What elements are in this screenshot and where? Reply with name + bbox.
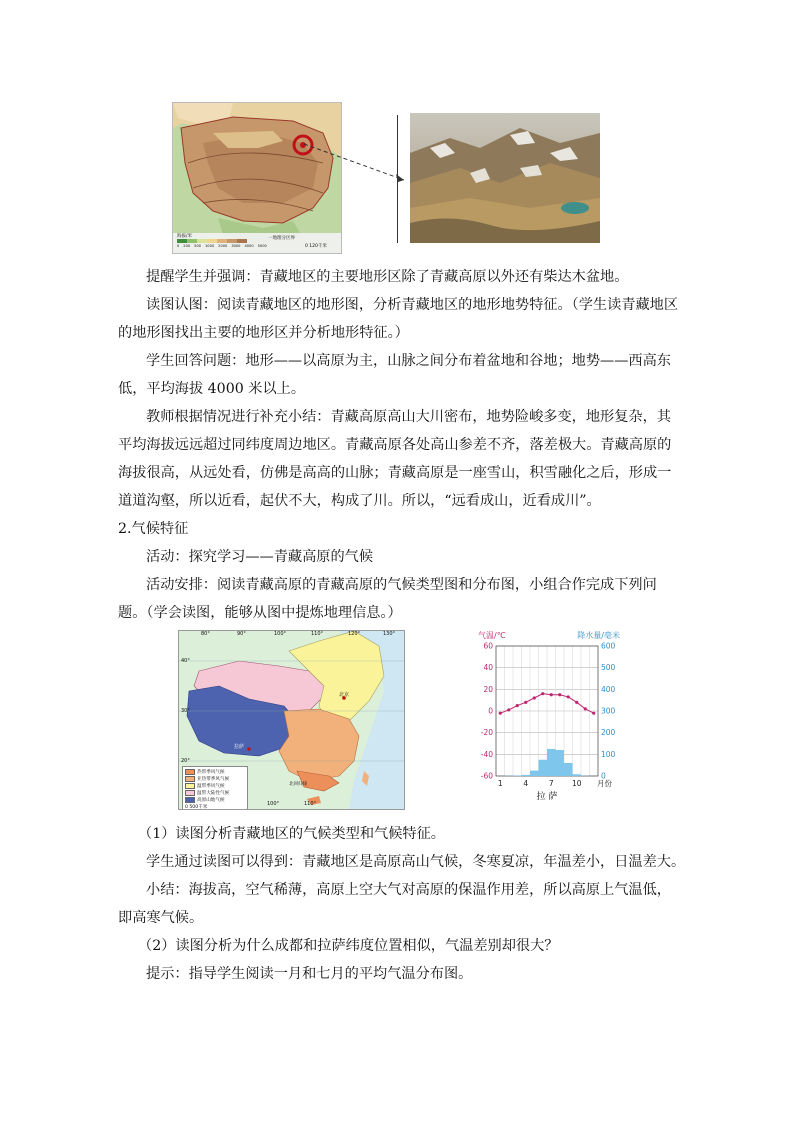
elevation-value: 5000 xyxy=(257,244,267,248)
city-label-beijing: 北京 xyxy=(339,692,350,698)
paragraph-activity-plan: 活动安排：阅读青藏高原的青藏高原的气候类型图和分布图，小组合作完成下列问题。（学会读图，能够从图中提炼地理信息。） xyxy=(118,577,657,621)
right-tick-label: 600 xyxy=(601,641,616,651)
right-tick-label: 400 xyxy=(601,684,616,694)
x-tick-label: 10 xyxy=(571,779,582,788)
legend-label: 温带大陆性气候 xyxy=(197,790,230,796)
longitude-label: 90° xyxy=(237,631,246,637)
longitude-label: 80° xyxy=(201,631,210,637)
legend-item xyxy=(185,768,245,775)
temperature-point xyxy=(541,692,544,695)
temperature-point xyxy=(550,693,553,696)
temperature-point xyxy=(584,707,587,710)
legend-label: 高原山地气候 xyxy=(197,797,225,803)
longitude-label: 110° xyxy=(304,801,317,807)
elevation-value: 500 xyxy=(194,244,202,248)
x-tick-label: 4 xyxy=(523,779,529,788)
elevation-value: 2000 xyxy=(218,244,228,248)
left-tick-label: 60 xyxy=(483,641,493,651)
legend-item xyxy=(185,789,245,796)
temperature-point xyxy=(507,708,510,711)
lhasa-climate-chart xyxy=(474,628,624,808)
right-tick-label: 300 xyxy=(601,706,616,716)
x-tick-label: 1 xyxy=(497,779,503,788)
section-heading-climate: 2.气候特征 xyxy=(118,521,189,537)
climate-map xyxy=(178,630,405,810)
x-tick-label: 7 xyxy=(548,779,554,788)
paragraph-read-map: 读图认图：阅读青藏地区的地形图，分析青藏地区的地形地势特征。（学生读青藏地区的地形图找出主要的地形区并分析地形特征。） xyxy=(118,297,679,341)
paragraph-summary: 小结：海拔高，空气稀薄，高原上空大气对高原的保温作用差，所以高原上气温低，即高寒气候。 xyxy=(118,882,671,926)
climate-chart-svg xyxy=(474,628,624,808)
elevation-value: 4000 xyxy=(244,244,254,248)
paragraph-student-reading: 学生通过读图可以得到：青藏地区是高原高山气候，冬寒夏凉，年温差小，日温差大。 xyxy=(146,854,686,870)
separator-line xyxy=(397,115,398,243)
paragraph-reminder: 提醒学生并强调：青藏地区的主要地形区除了青藏高原以外还有柴达木盆地。 xyxy=(146,269,629,285)
right-tick-label: 200 xyxy=(601,728,616,738)
question-1: （1）读图分析青藏地区的气候类型和气候特征。 xyxy=(138,826,445,842)
right-tick-label: 100 xyxy=(601,749,616,759)
latitude-label: 20° xyxy=(181,758,190,764)
right-tick-label: 500 xyxy=(601,663,616,673)
paragraph-teacher-summary: 教师根据情况进行补充小结：青藏高原高山大川密布，地势险峻多变，地形复杂，其平均海拔远远超过同纬度周边地区。青藏高原各处高山参差不齐，落差极大。青藏高原的海拔很高，从远处看，仿佛是高高的山脉；青藏高原是一座雪山，积雪融化之后，形成一道道沟壑，所以近看，起伏不大，构成了川。所以，“远看成山，近看成川”。 xyxy=(118,409,672,509)
temperature-point xyxy=(533,696,536,699)
plateau-photo-graphic xyxy=(410,113,600,243)
longitude-label: 100° xyxy=(274,631,287,637)
plateau-photo xyxy=(410,113,600,243)
elevation-value: 0 xyxy=(177,244,180,248)
longitude-label: 120° xyxy=(348,631,361,637)
temperature-point xyxy=(558,693,561,696)
elevation-value: 1000 xyxy=(205,244,215,248)
legend-item xyxy=(185,796,245,803)
left-tick-label: 20 xyxy=(483,684,493,694)
elevation-legend-label: 海拔/米 xyxy=(177,234,193,239)
climate-legend xyxy=(182,766,248,810)
right-tick-label: 0 xyxy=(601,771,606,781)
precipitation-bar xyxy=(573,774,582,776)
left-tick-label: -60 xyxy=(480,771,493,781)
legend-item xyxy=(185,782,245,789)
longitude-label: 110° xyxy=(311,631,324,637)
temperature-point xyxy=(499,712,502,715)
chart-title: 拉 萨 xyxy=(536,792,558,802)
legend-label: 亚热带季风气候 xyxy=(197,776,230,782)
temperature-point xyxy=(524,701,527,704)
temperature-point xyxy=(575,701,578,704)
temperature-point xyxy=(592,712,595,715)
left-tick-label: 40 xyxy=(483,663,493,673)
link-arrow xyxy=(300,140,410,190)
legend-label: 热带季风气候 xyxy=(197,769,225,775)
precipitation-bar xyxy=(547,749,556,776)
boundary-label: 一地理分区界 xyxy=(268,236,295,241)
paragraph-activity: 活动：探究学习——青藏高原的气候 xyxy=(146,549,374,565)
elevation-legend-values xyxy=(177,244,267,248)
right-axis-title: 降水量/毫米 xyxy=(577,631,620,640)
tropic-label: 北回归线 xyxy=(289,782,307,787)
precipitation-bar xyxy=(564,763,573,776)
legend-scale: 0 500千米 xyxy=(185,804,208,810)
left-axis-title: 气温/℃ xyxy=(478,631,506,640)
precipitation-bar xyxy=(522,775,531,776)
x-axis-label: 月份 xyxy=(597,779,612,788)
paragraph-hint: 提示：指导学生阅读一月和七月的平均气温分布图。 xyxy=(146,966,473,982)
temperature-point xyxy=(567,695,570,698)
precipitation-bar xyxy=(539,760,548,776)
precipitation-bar xyxy=(556,750,565,776)
precipitation-bar xyxy=(530,771,539,776)
latitude-label: 30° xyxy=(181,708,190,714)
question-2: （2）读图分析为什么成都和拉萨纬度位置相似，气温差别却很大？ xyxy=(138,938,559,954)
longitude-label: 130° xyxy=(383,631,396,637)
elevation-value: 3000 xyxy=(231,244,241,248)
left-tick-label: -40 xyxy=(480,749,493,759)
longitude-label: 100° xyxy=(267,801,280,807)
left-tick-label: -20 xyxy=(480,728,493,738)
legend-label: 温带季风气候 xyxy=(197,783,225,789)
paragraph-student-answer: 学生回答问题：地形——以高原为主，山脉之间分布着盆地和谷地；地势——西高东低，平均海拔 4000 米以上。 xyxy=(118,353,671,397)
left-tick-label: 0 xyxy=(488,706,493,716)
legend-item xyxy=(185,775,245,782)
latitude-label: 40° xyxy=(181,658,190,664)
elevation-value: 200 xyxy=(183,244,191,248)
scale-label: 0 120千米 xyxy=(305,244,327,249)
city-label-lhasa: 拉萨 xyxy=(234,744,245,750)
temperature-point xyxy=(516,704,519,707)
